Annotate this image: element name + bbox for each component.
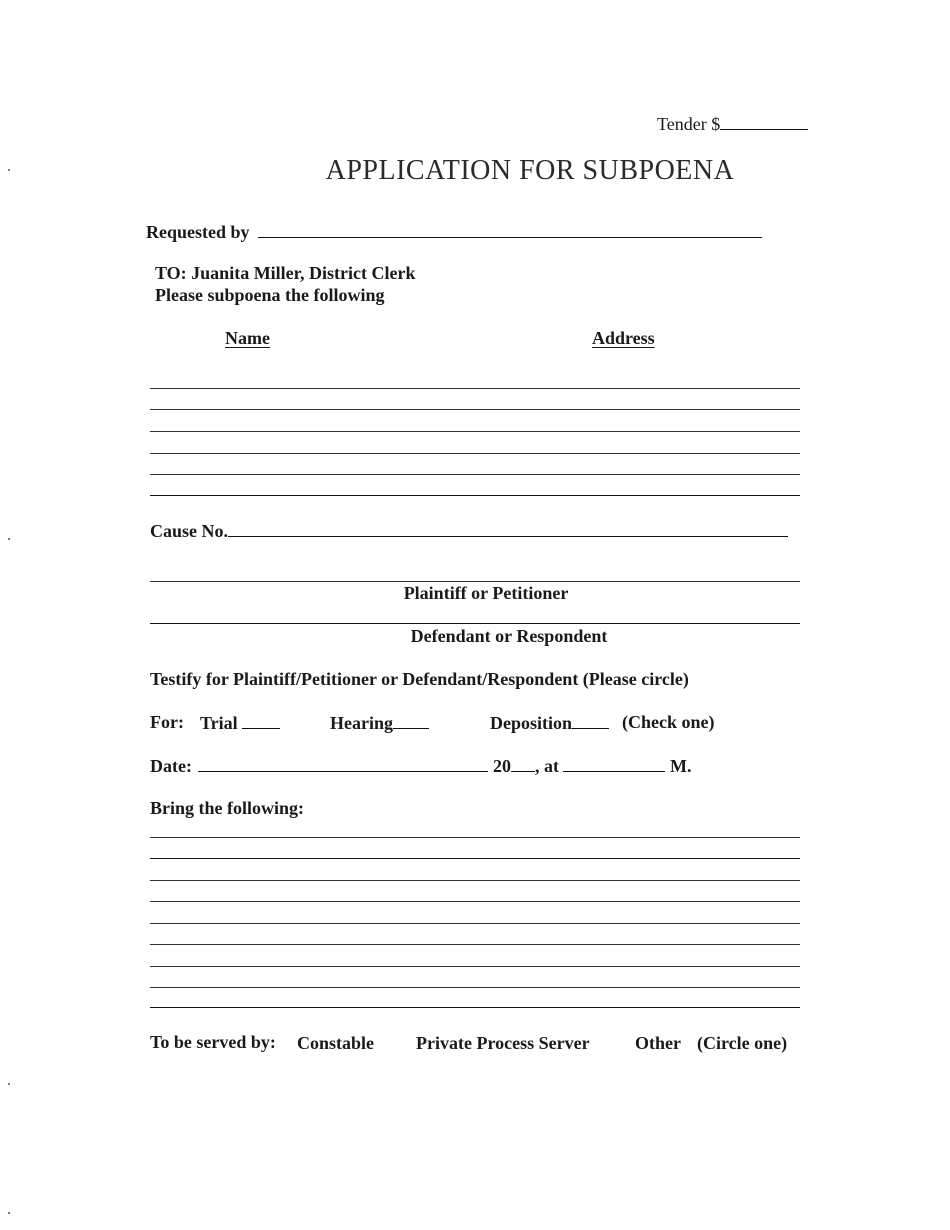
scan-speck bbox=[8, 1212, 10, 1214]
deposition-label: Deposition bbox=[490, 713, 573, 733]
bring-item-line[interactable] bbox=[150, 837, 800, 838]
scan-speck bbox=[8, 1083, 10, 1085]
tender-amount-blank[interactable] bbox=[720, 113, 808, 130]
bring-item-line[interactable] bbox=[150, 858, 800, 859]
hearing-option[interactable] bbox=[330, 712, 429, 734]
witness-entry-line[interactable] bbox=[150, 431, 800, 432]
bring-item-line[interactable] bbox=[150, 880, 800, 881]
bring-item-line[interactable] bbox=[150, 944, 800, 945]
trial-label: Trial bbox=[200, 713, 238, 733]
trial-check-blank[interactable] bbox=[242, 712, 280, 729]
testify-instruction: Testify for Plaintiff/Petitioner or Defendant/Respondent (Please circle) bbox=[150, 669, 689, 689]
for-label: For: bbox=[150, 712, 184, 732]
date-blank[interactable] bbox=[198, 755, 488, 772]
bring-item-line[interactable] bbox=[150, 901, 800, 902]
requested-by-row bbox=[146, 221, 762, 243]
witness-entry-line[interactable] bbox=[150, 409, 800, 410]
time-blank[interactable] bbox=[563, 755, 665, 772]
requested-by-label: Requested by bbox=[146, 222, 250, 242]
bring-item-line[interactable] bbox=[150, 923, 800, 924]
deposition-check-blank[interactable] bbox=[572, 712, 609, 729]
deposition-option[interactable] bbox=[490, 712, 609, 734]
witness-entry-line[interactable] bbox=[150, 495, 800, 496]
date-row bbox=[150, 755, 691, 777]
check-one-note: (Check one) bbox=[622, 712, 715, 732]
cause-number-label: Cause No. bbox=[150, 521, 229, 541]
trial-option[interactable] bbox=[200, 712, 280, 734]
defendant-label: Defendant or Respondent bbox=[410, 626, 608, 646]
year-prefix: 20 bbox=[492, 756, 511, 776]
cause-number-blank[interactable] bbox=[228, 520, 788, 537]
tender-field bbox=[657, 113, 808, 135]
to-clerk-line: TO: Juanita Miller, District Clerk bbox=[155, 263, 416, 283]
served-by-label: To be served by: bbox=[150, 1032, 276, 1052]
tender-label: Tender $ bbox=[657, 114, 721, 134]
plaintiff-line[interactable] bbox=[150, 581, 800, 582]
meridiem-label: M. bbox=[669, 756, 692, 776]
hearing-check-blank[interactable] bbox=[393, 712, 429, 729]
scan-speck bbox=[8, 538, 10, 540]
private-process-server-option[interactable]: Private Process Server bbox=[416, 1033, 590, 1053]
circle-one-note: (Circle one) bbox=[697, 1033, 788, 1053]
requested-by-blank[interactable] bbox=[258, 221, 762, 238]
address-column-header: Address bbox=[592, 328, 655, 348]
bring-item-line[interactable] bbox=[150, 966, 800, 967]
witness-entry-line[interactable] bbox=[150, 453, 800, 454]
witness-entry-line[interactable] bbox=[150, 388, 800, 389]
defendant-line[interactable] bbox=[150, 623, 800, 624]
page-title: APPLICATION FOR SUBPOENA bbox=[325, 155, 735, 186]
bring-item-line[interactable] bbox=[150, 987, 800, 988]
year-blank[interactable] bbox=[511, 755, 535, 772]
time-at-label: , at bbox=[534, 756, 559, 776]
cause-number-row bbox=[150, 520, 788, 542]
witness-entry-line[interactable] bbox=[150, 474, 800, 475]
plaintiff-label: Plaintiff or Petitioner bbox=[403, 583, 569, 603]
date-label: Date: bbox=[150, 756, 192, 776]
hearing-label: Hearing bbox=[330, 713, 393, 733]
other-option[interactable]: Other bbox=[635, 1033, 681, 1053]
constable-option[interactable]: Constable bbox=[297, 1033, 375, 1053]
bring-following-label: Bring the following: bbox=[150, 798, 305, 818]
bring-item-line[interactable] bbox=[150, 1007, 800, 1008]
name-column-header: Name bbox=[225, 328, 270, 348]
subpoena-instruction: Please subpoena the following bbox=[155, 285, 385, 305]
